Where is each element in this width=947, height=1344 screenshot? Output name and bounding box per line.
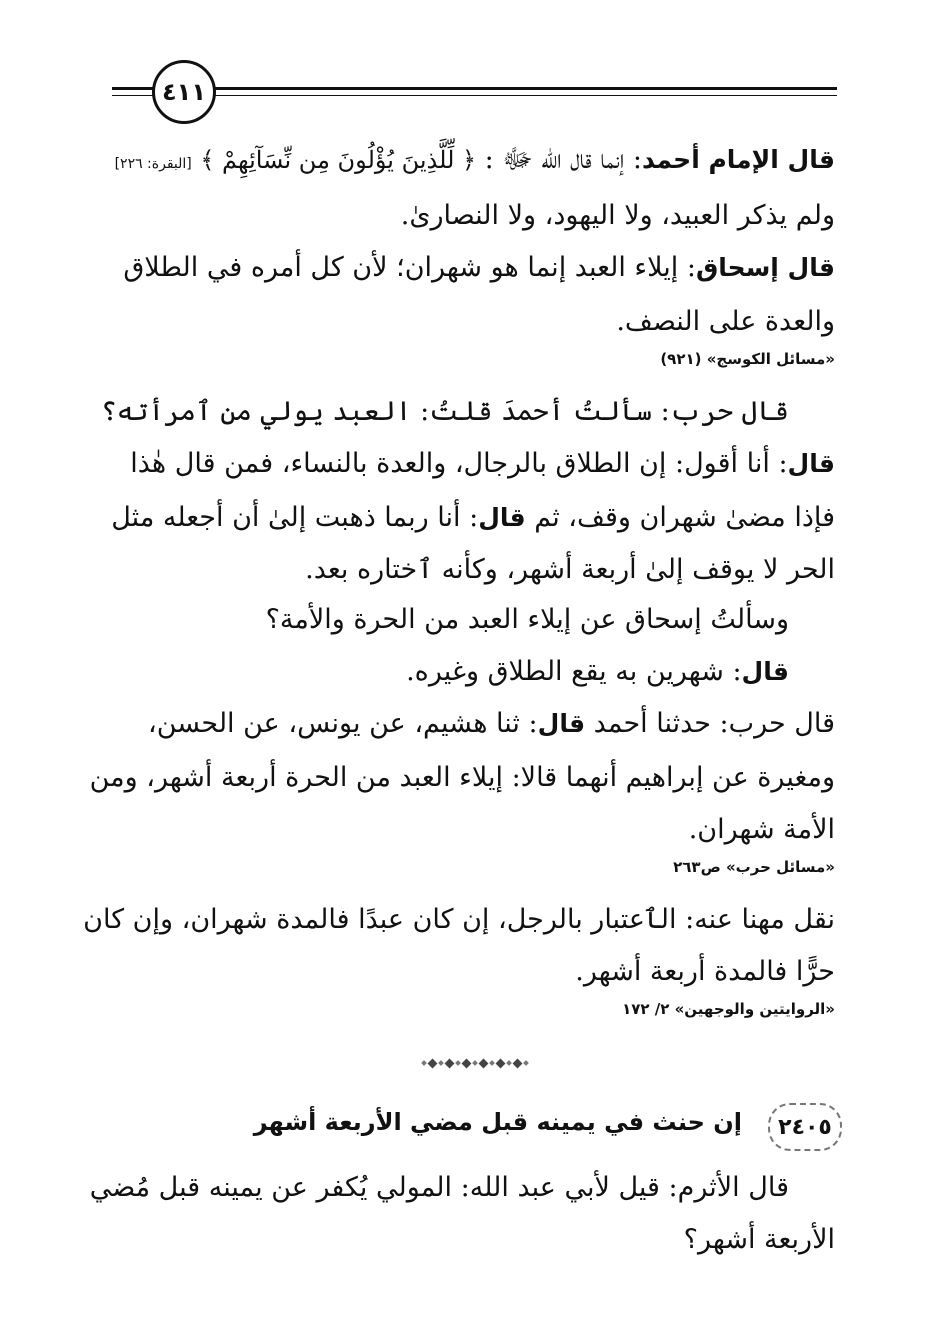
text-line: الأمة شهران. bbox=[688, 814, 835, 845]
speaker-label: قال الإمام أحمد bbox=[641, 145, 835, 174]
quran-reference: [البقرة: ٢٢٦] bbox=[114, 156, 192, 172]
page-number: ٤١١ bbox=[152, 60, 216, 124]
ornament-divider bbox=[395, 1056, 555, 1070]
text-line bbox=[111, 498, 835, 538]
section-number: ٢٤٠٥ bbox=[768, 1103, 842, 1151]
text-line bbox=[148, 704, 835, 744]
speaker-label: قال bbox=[741, 657, 789, 686]
text-span: : شهرين به يقع الطلاق وغيره. bbox=[406, 656, 742, 687]
text-span: فإذا مضىٰ شهران وقف، ثم bbox=[525, 502, 835, 533]
text-span: : إيلاء العبد إنما هو شهران؛ لأن كل أمره في الطلاق bbox=[123, 252, 696, 283]
text-line: وسألتُ إسحاق عن إيلاء العبد من الحرة والأمة؟ bbox=[265, 604, 789, 635]
text-span: : أنا أقول: إن الطلاق بالرجال، والعدة بالنساء، فمن قال هٰذا bbox=[130, 448, 788, 479]
speaker-label: قال bbox=[478, 503, 526, 532]
text-line: ومغيرة عن إبراهيم أنهما قالا: إيلاء العبد من الحرة أربعة أشهر، ومن bbox=[89, 762, 835, 793]
text-line: ولم يذكر العبيد، ولا اليهود، ولا النصارىٰ. bbox=[400, 200, 835, 231]
speaker-label: قال bbox=[787, 449, 835, 478]
text-line bbox=[115, 140, 835, 184]
speaker-label: قال bbox=[537, 709, 586, 738]
text-span: قال حرب: حدثنا أحمد bbox=[585, 708, 835, 739]
text-span: : إنما قال الله ﷻ : bbox=[476, 144, 642, 175]
text-line: الحر لا يوقف إلىٰ أربعة أشهر، وكأنه ٱختاره بعد. bbox=[305, 554, 835, 585]
source-citation: «الروايتين والوجهين» ٢/ ١٧٢ bbox=[622, 1000, 835, 1018]
source-citation: «مسائل الكوسج» (٩٢١) bbox=[660, 350, 835, 368]
quran-verse: ﴿ لِّلَّذِينَ يُؤْلُونَ مِن نِّسَآئِهِمْ ﴾ bbox=[200, 146, 477, 174]
text-line bbox=[130, 444, 835, 484]
text-line bbox=[406, 652, 789, 692]
section-title: إن حنث في يمينه قبل مضي الأربعة أشهر bbox=[253, 1108, 742, 1136]
text-span: : أنا ربما ذهبت إلىٰ أن أجعله مثل bbox=[111, 502, 479, 533]
page-header bbox=[112, 60, 837, 124]
text-line: قال حرب: سألتُ أحمدَ قلتُ: العبد يولي من ٱمرأته؟ bbox=[100, 396, 789, 427]
speaker-label: قال إسحاق bbox=[695, 253, 835, 282]
text-line: حرًّا فالمدة أربعة أشهر. bbox=[575, 956, 835, 987]
header-rule bbox=[204, 95, 837, 96]
source-citation: «مسائل حرب» ص٢٦٣ bbox=[673, 858, 835, 876]
header-rule bbox=[204, 87, 837, 90]
text-line bbox=[123, 248, 835, 288]
text-span: : ثنا هشيم، عن يونس، عن الحسن، bbox=[148, 708, 538, 739]
text-line: والعدة على النصف. bbox=[616, 306, 835, 337]
text-line: نقل مهنا عنه: الٱعتبار بالرجل، إن كان عبدًا فالمدة شهران، وإن كان bbox=[83, 904, 835, 935]
text-line: قال الأثرم: قيل لأبي عبد الله: المولي يُكفر عن يمينه قبل مُضي bbox=[89, 1172, 789, 1203]
text-line: الأربعة أشهر؟ bbox=[683, 1224, 835, 1255]
